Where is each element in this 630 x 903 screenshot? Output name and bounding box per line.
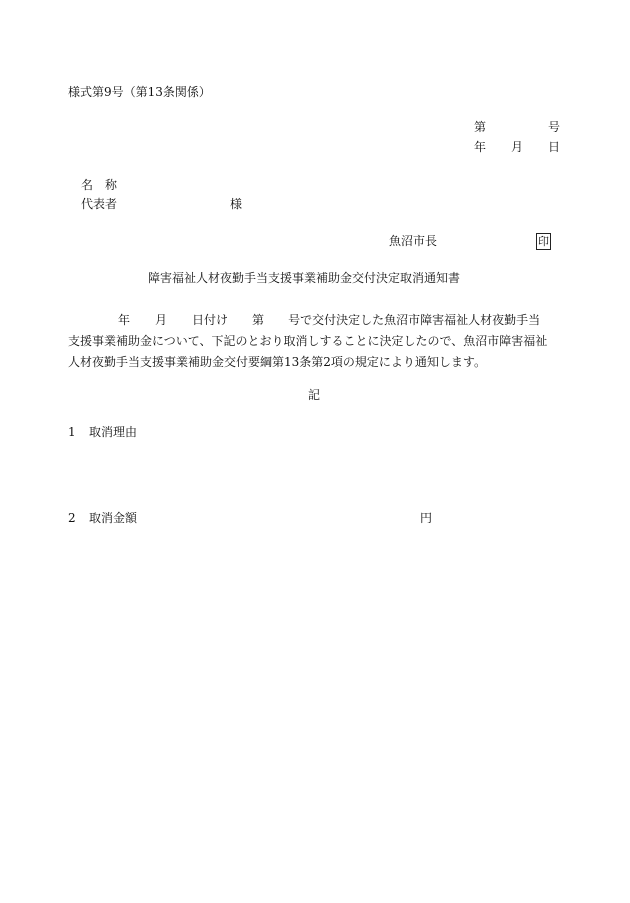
body-line-1-rest: 号で交付決定した魚沼市障害福祉人材夜勤手当 — [288, 313, 541, 327]
seal-mark: 印 — [538, 235, 549, 248]
body-paragraph — [68, 310, 568, 373]
body-year: 年 — [118, 313, 131, 327]
body-month: 月 — [155, 313, 168, 327]
document-title: 障害福祉人材夜勤手当支援事業補助金交付決定取消通知書 — [148, 271, 461, 285]
form-label: 様式第9号（第13条関係） — [68, 85, 211, 99]
body-dated: 日付け — [192, 313, 229, 327]
item-1-number: 1 — [68, 425, 76, 439]
body-number-prefix: 第 — [252, 313, 265, 327]
body-line-3: 人材夜勤手当支援事業補助金交付要綱第13条第2項の規定により通知します。 — [68, 355, 486, 369]
item-2-unit: 円 — [420, 511, 433, 525]
recipient-name-label: 名 称 — [81, 178, 118, 192]
date-year: 年 — [474, 140, 487, 154]
number-suffix: 号 — [548, 120, 561, 134]
item-1-label: 取消理由 — [89, 425, 138, 439]
body-line-2: 支援事業補助金について、下記のとおり取消しすることに決定したので、魚沼市障害福祉 — [68, 334, 548, 348]
item-2-label: 取消金額 — [89, 511, 138, 525]
item-2-number: 2 — [68, 511, 76, 525]
issuer-title: 魚沼市長 — [389, 234, 438, 248]
recipient-honorific: 様 — [230, 197, 243, 211]
recipient-representative-label: 代表者 — [81, 197, 118, 211]
number-prefix: 第 — [474, 120, 487, 134]
record-heading: 記 — [308, 388, 321, 402]
date-month: 月 — [511, 140, 524, 154]
body-line-1 — [68, 310, 568, 331]
date-day: 日 — [548, 140, 561, 154]
